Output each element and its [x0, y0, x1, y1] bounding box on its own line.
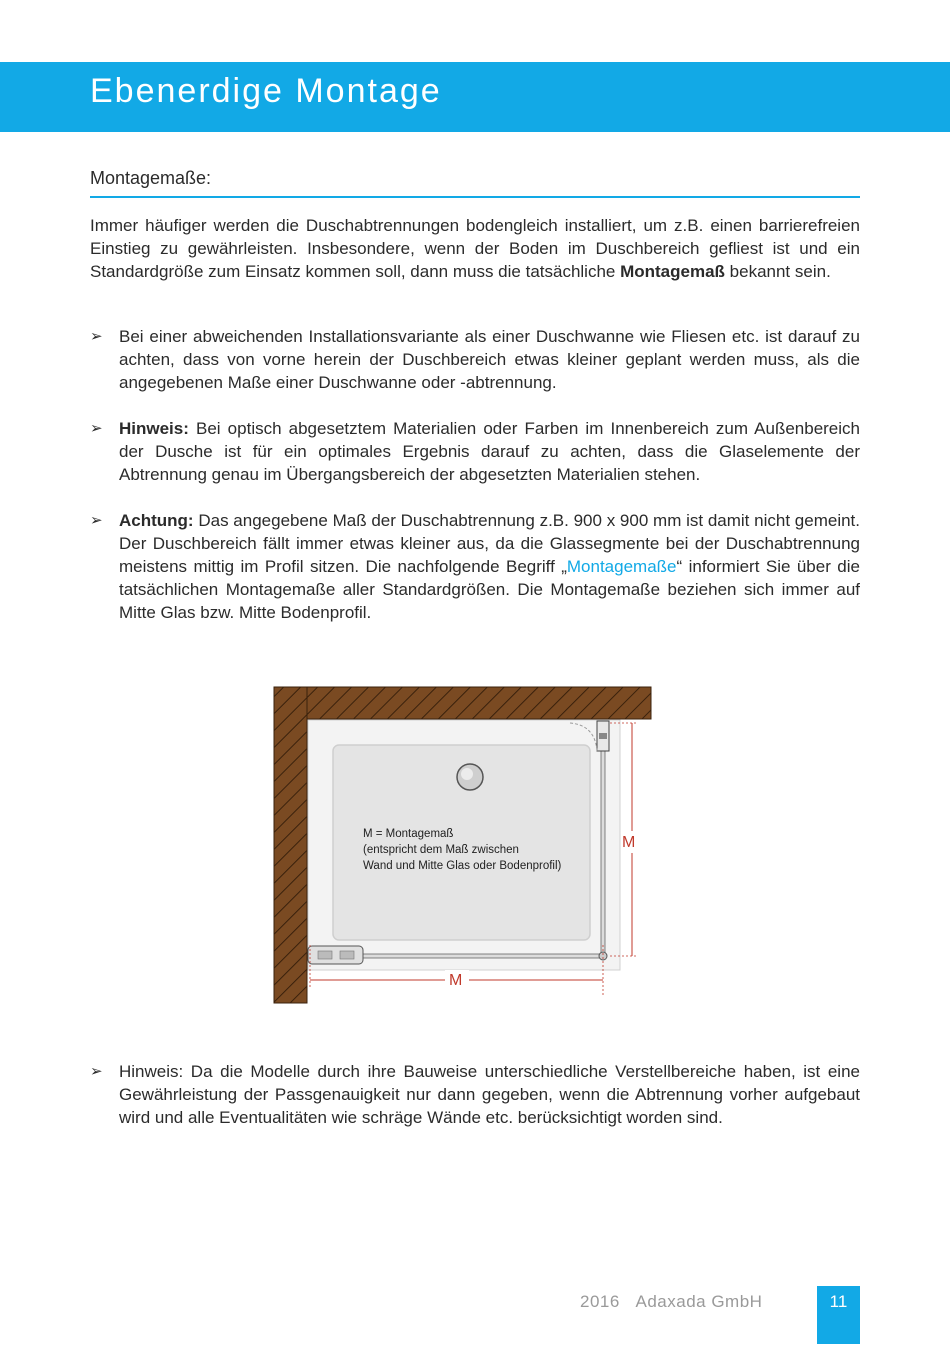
bullet-body: Bei optisch abgesetztem Materialien oder Farben im Innenbereich zum Außenbereich der Dusche ist für ein optimales Ergebnis darauf zu achten, dass die Glaselemente der Abtrennung genau im Übergangsbereich der abgesetzten Materialien stehen.	[119, 419, 860, 484]
arrow-bullet-icon: ➢	[90, 328, 103, 345]
left-wall	[274, 687, 307, 1003]
montagemasse-link[interactable]: Montagemaße	[566, 557, 677, 576]
dimension-label-right: M	[622, 834, 636, 851]
top-wall	[274, 687, 651, 719]
intro-text-part-1: Immer häufiger werden die Duschabtrennungen bodengleich installiert, um z.B. einen barrierefreien Einstieg zu gewährleisten. Insbesondere, wenn der Boden im Duschbereich gefliest ist und ein Standardgröße zum Einsatz kommen soll, dann muss die tatsächliche	[90, 216, 860, 281]
page-number-box	[817, 1286, 860, 1344]
section-heading: Montagemaße:	[90, 168, 212, 188]
bullet-text	[119, 417, 860, 486]
arrow-bullet-icon: ➢	[90, 512, 103, 529]
bullet-text: Bei einer abweichenden Installationsvariante als einer Duschwanne wie Fliesen etc. ist darauf zu achten, dass von vorne herein der Duschbereich etwas kleiner geplant werden muss, als die angegebenen Maße einer Duschwanne oder -abtrennung.	[119, 327, 860, 392]
header-band	[0, 62, 950, 132]
bullet-body-part-2: “ informiert Sie über die tatsächlichen Montagemaße aller Standardgrößen. Die Montagemaße beziehen sich immer auf Mitte Glas bzw. Mitte Bodenprofil.	[119, 557, 860, 622]
intro-bold-term: Montagemaß	[620, 262, 725, 281]
diagram-legend-line-3: Wand und Mitte Glas oder Bodenprofil)	[363, 860, 562, 872]
diagram-legend-line-2: (entspricht dem Maß zwischen	[363, 844, 519, 856]
intro-paragraph	[90, 214, 860, 283]
section-divider	[90, 196, 860, 198]
arrow-bullet-icon: ➢	[90, 420, 103, 437]
page-number: 11	[829, 1292, 848, 1311]
arrow-bullet-icon: ➢	[90, 1063, 103, 1080]
right-glass-panel	[601, 723, 605, 958]
footer-year: 2016	[580, 1292, 620, 1311]
bullet-label: Achtung:	[119, 511, 194, 530]
bullet-text: Hinweis: Da die Modelle durch ihre Bauweise unterschiedliche Verstellbereiche haben, ist eine Gewährleistung der Passgenauigkeit nur dann gegeben, wenn die Abtrennung vorher aufgebaut wird und alle Eventualitäten wie schräge Wände etc. berücksichtigt worden sind.	[119, 1062, 860, 1127]
bullet-body-part-1: Das angegebene Maß der Duschabtrennung z.B. 900 x 900 mm ist damit nicht gemeint. Der Duschbereich fällt immer etwas kleiner aus, da die Glassegmente bei der Duschabtrennung meistens mittig im Profil sitzen. Die nachfolgende Begriff „	[119, 511, 860, 576]
dimension-label-bottom: M	[449, 972, 463, 989]
intro-text-part-2: bekannt sein.	[724, 262, 831, 281]
shower-diagram	[270, 683, 670, 1008]
footer	[580, 1292, 762, 1312]
bullet-text	[119, 509, 860, 624]
wall-profile-bottom	[308, 946, 363, 964]
diagram-legend-line-1: M = Montagemaß	[363, 828, 454, 840]
page-title: Ebenerdige Montage	[90, 72, 442, 110]
bullet-label: Hinweis:	[119, 419, 189, 438]
footer-company: Adaxada GmbH	[635, 1292, 763, 1311]
